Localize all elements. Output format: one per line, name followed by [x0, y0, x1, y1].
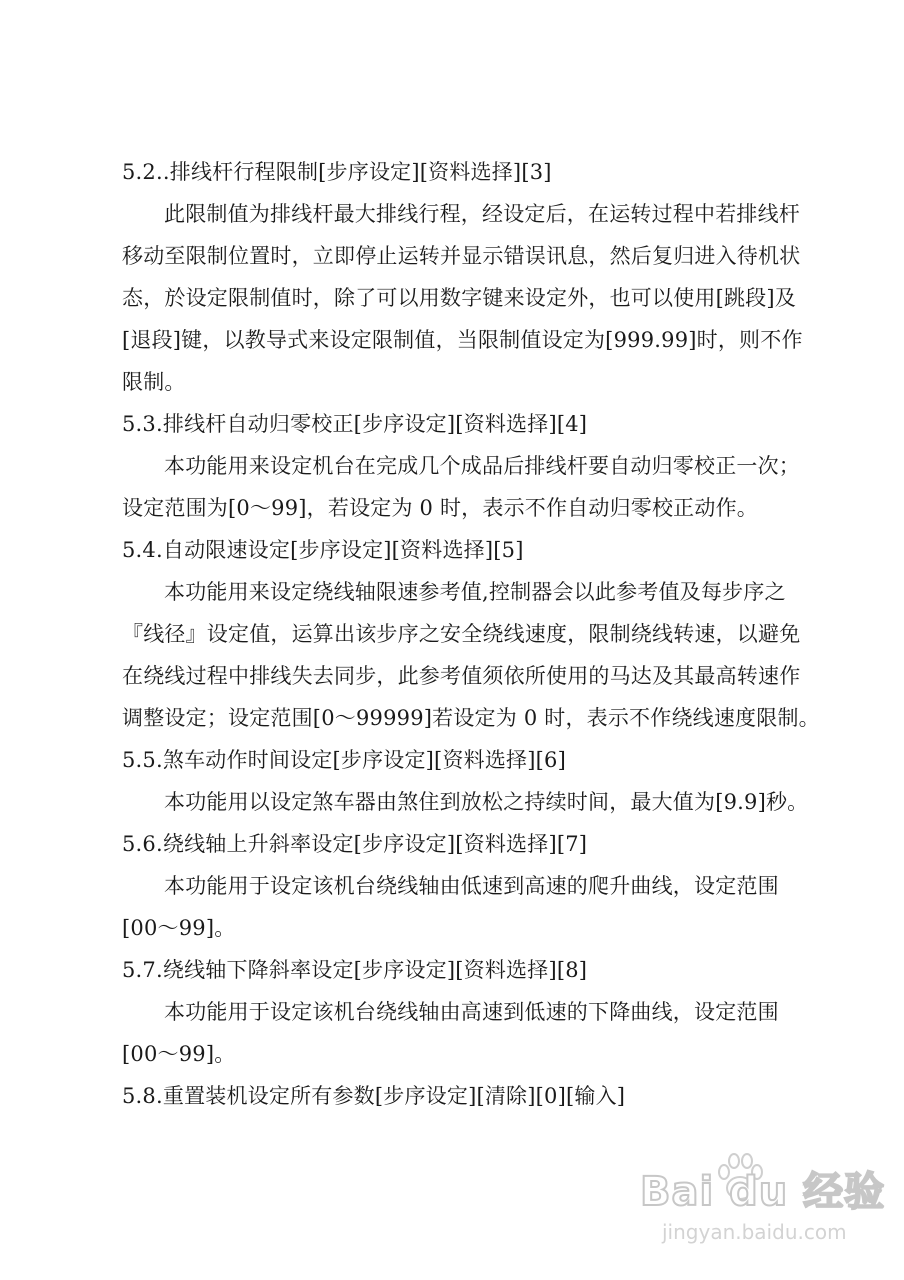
heading-5-3: 5.3.排线杆自动归零校正[步序设定][资料选择][4]	[122, 412, 588, 436]
heading-5-5: 5.5.煞车动作时间设定[步序设定][资料选择][6]	[122, 748, 566, 772]
paragraph-line: 设定范围为[0～99]，若设定为 0 时，表示不作自动归零校正动作。	[122, 496, 758, 520]
paragraph-line: 限制。	[122, 370, 186, 394]
paragraph-line: 『线径』设定值，运算出该步序之安全绕线速度，限制绕线转速，以避免	[122, 622, 801, 646]
paragraph-line: 在绕线过程中排线失去同步，此参考值须依所使用的马达及其最高转速作	[122, 664, 801, 688]
paragraph-line: 本功能用于设定该机台绕线轴由低速到高速的爬升曲线，设定范围	[164, 874, 779, 898]
baidu-jingyan-watermark	[640, 1148, 886, 1258]
paragraph-line: 本功能用于设定该机台绕线轴由高速到低速的下降曲线，设定范围	[164, 1000, 779, 1024]
heading-5-8: 5.8.重置装机设定所有参数[步序设定][清除][0][输入]	[122, 1084, 626, 1108]
paragraph-line: 调整设定；设定范围[0～99999]若设定为 0 时，表示不作绕线速度限制。	[122, 706, 820, 730]
paragraph-line: 态，於设定限制值时，除了可以用数字键来设定外，也可以使用[跳段]及	[122, 286, 796, 310]
paragraph-line: 移动至限制位置时，立即停止运转并显示错误讯息，然后复归进入待机状	[122, 244, 801, 268]
paragraph-line: 本功能用来设定绕线轴限速参考值,控制器会以此参考值及每步序之	[164, 580, 786, 604]
heading-5-2: 5.2..排线杆行程限制[步序设定][资料选择][3]	[122, 160, 552, 184]
paragraph-line: [00～99]。	[122, 916, 236, 940]
paragraph-line: 此限制值为排线杆最大排线行程，经设定后，在运转过程中若排线杆	[164, 202, 800, 226]
watermark-url: jingyan.baidu.com	[662, 1220, 847, 1244]
paragraph-line: [00～99]。	[122, 1042, 236, 1066]
watermark-brand: Bai du 经验	[640, 1169, 886, 1215]
paragraph-line: 本功能用以设定煞车器由煞住到放松之持续时间，最大值为[9.9]秒。	[164, 790, 809, 814]
heading-5-6: 5.6.绕线轴上升斜率设定[步序设定][资料选择][7]	[122, 832, 588, 856]
paragraph-line: 本功能用来设定机台在完成几个成品后排线杆要自动归零校正一次；	[164, 454, 800, 478]
heading-5-4: 5.4.自动限速设定[步序设定][资料选择][5]	[122, 538, 524, 562]
paragraph-line: [退段]键，以教导式来设定限制值，当限制值设定为[999.99]时，则不作	[122, 328, 803, 352]
heading-5-7: 5.7.绕线轴下降斜率设定[步序设定][资料选择][8]	[122, 958, 588, 982]
